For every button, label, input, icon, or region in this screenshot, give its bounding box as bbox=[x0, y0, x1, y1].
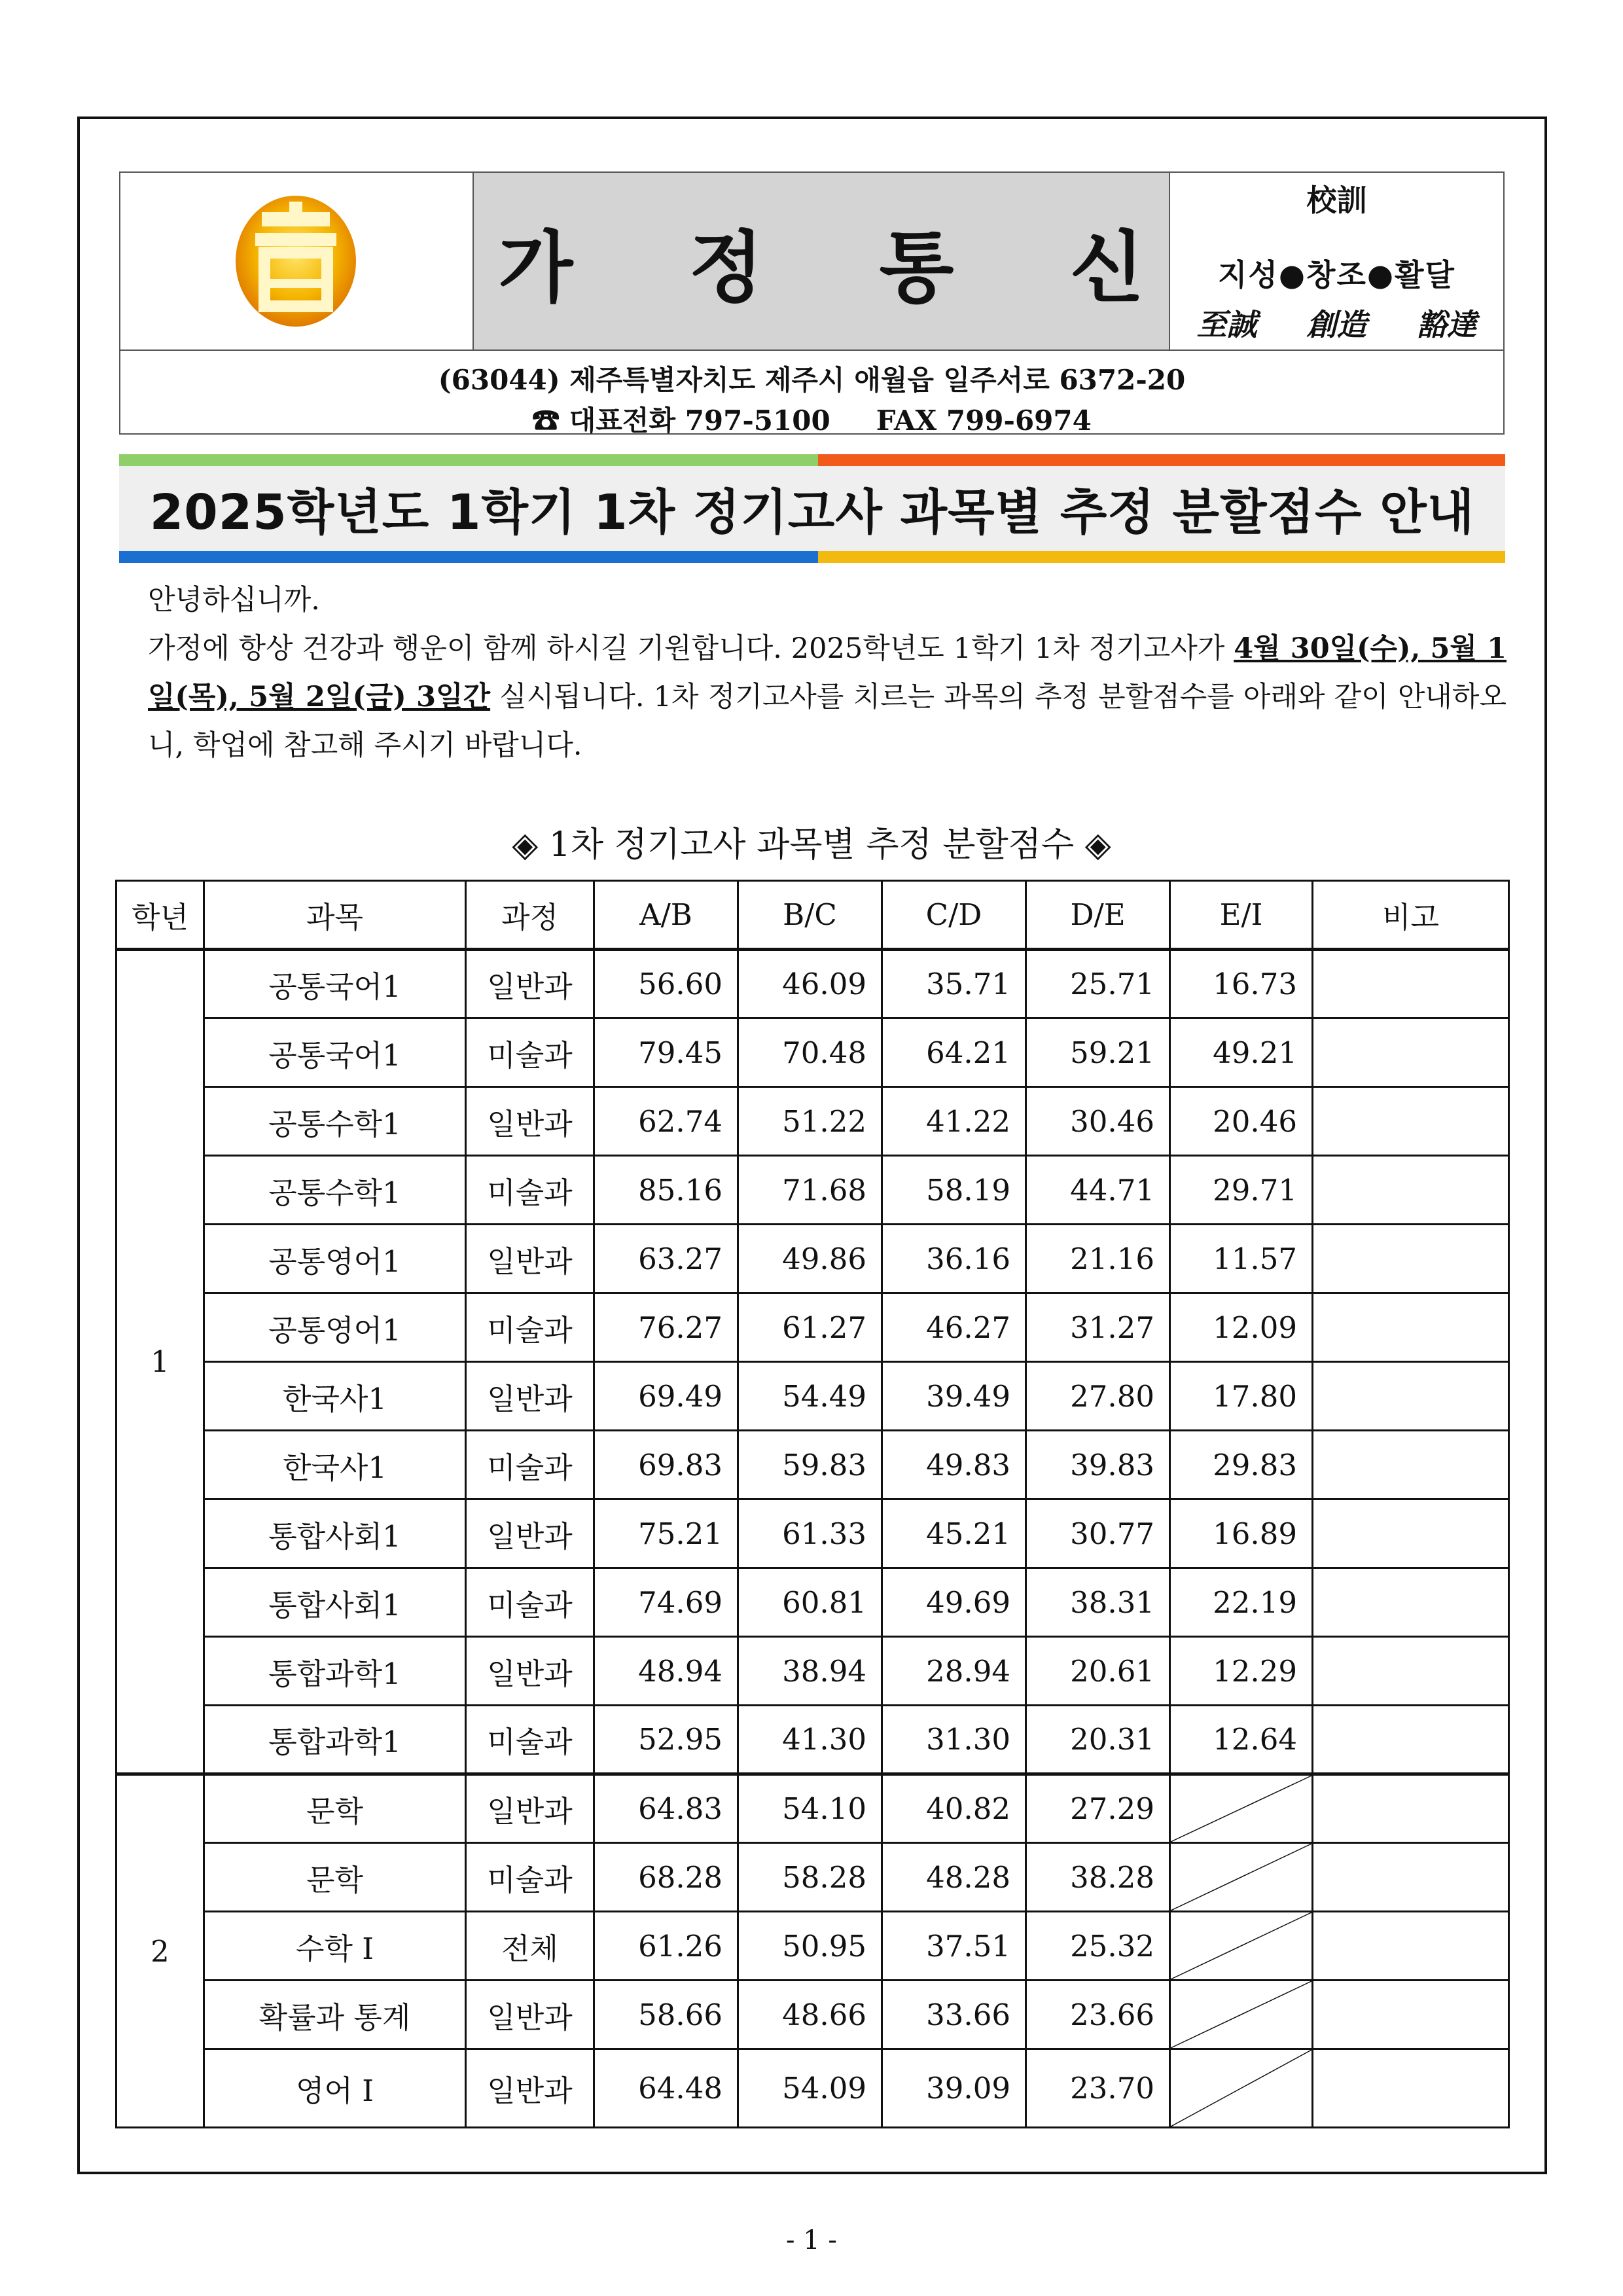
score-cell: 62.74 bbox=[594, 1087, 738, 1156]
table-row bbox=[116, 2049, 1509, 2128]
motto-hanja bbox=[1170, 301, 1503, 344]
score-cell: 60.81 bbox=[738, 1568, 882, 1637]
table-row bbox=[116, 1568, 1509, 1637]
subject-cell: 통합사회1 bbox=[204, 1499, 466, 1568]
score-cell: 58.19 bbox=[882, 1156, 1026, 1225]
motto-korean: 지성●창조●활달 bbox=[1218, 257, 1455, 293]
motto-label: 校訓 bbox=[1306, 183, 1367, 218]
score-cell: 20.31 bbox=[1026, 1706, 1170, 1774]
motto-hanja-3: 豁達 bbox=[1416, 307, 1477, 342]
score-cell: 39.49 bbox=[882, 1362, 1026, 1431]
note-cell bbox=[1313, 1912, 1509, 1981]
score-cell: 74.69 bbox=[594, 1568, 738, 1637]
table-row bbox=[116, 1912, 1509, 1981]
subject-cell: 한국사1 bbox=[204, 1431, 466, 1499]
greeting: 안녕하십니까. bbox=[148, 584, 320, 617]
school-logo bbox=[120, 173, 474, 365]
score-cell: 69.83 bbox=[594, 1431, 738, 1499]
score-cell: 38.31 bbox=[1026, 1568, 1170, 1637]
course-cell: 일반과 bbox=[466, 950, 594, 1018]
score-cell: 49.83 bbox=[882, 1431, 1026, 1499]
score-cell: 71.68 bbox=[738, 1156, 882, 1225]
subject-cell: 공통영어1 bbox=[204, 1225, 466, 1293]
subject-cell: 문학 bbox=[204, 1774, 466, 1843]
newsletter-title: 가 정 통 신 bbox=[498, 222, 1189, 313]
course-cell: 미술과 bbox=[466, 1568, 594, 1637]
empty-slash-cell bbox=[1170, 1981, 1313, 2049]
score-cell: 56.60 bbox=[594, 950, 738, 1018]
table-row bbox=[116, 950, 1509, 1018]
score-cell: 20.46 bbox=[1170, 1087, 1313, 1156]
table-row bbox=[116, 1706, 1509, 1774]
empty-slash-cell bbox=[1170, 1774, 1313, 1843]
table-row bbox=[116, 1087, 1509, 1156]
score-cell: 63.27 bbox=[594, 1225, 738, 1293]
subject-cell: 영어 I bbox=[204, 2049, 466, 2128]
subject-cell: 공통수학1 bbox=[204, 1156, 466, 1225]
score-cell: 16.89 bbox=[1170, 1499, 1313, 1568]
score-cell: 58.66 bbox=[594, 1981, 738, 2049]
course-cell: 일반과 bbox=[466, 2049, 594, 2128]
subject-cell: 공통국어1 bbox=[204, 950, 466, 1018]
course-cell: 미술과 bbox=[466, 1018, 594, 1087]
score-cell: 38.28 bbox=[1026, 1843, 1170, 1912]
table-row bbox=[116, 1774, 1509, 1843]
score-cell: 50.95 bbox=[738, 1912, 882, 1981]
note-cell bbox=[1313, 1637, 1509, 1706]
table-row bbox=[116, 1225, 1509, 1293]
score-cell: 37.51 bbox=[882, 1912, 1026, 1981]
score-cell: 64.21 bbox=[882, 1018, 1026, 1087]
score-cell: 79.45 bbox=[594, 1018, 738, 1087]
course-cell: 일반과 bbox=[466, 1087, 594, 1156]
table-row bbox=[116, 1156, 1509, 1225]
score-cell: 58.28 bbox=[738, 1843, 882, 1912]
score-cell: 45.21 bbox=[882, 1499, 1026, 1568]
note-cell bbox=[1313, 1225, 1509, 1293]
score-cell: 28.94 bbox=[882, 1637, 1026, 1706]
phone-number: ☎ 대표전화 797-5100 bbox=[532, 404, 830, 437]
note-cell bbox=[1313, 1706, 1509, 1774]
subject-cell: 통합사회1 bbox=[204, 1568, 466, 1637]
course-cell: 미술과 bbox=[466, 1156, 594, 1225]
note-cell bbox=[1313, 1362, 1509, 1431]
subject-cell: 통합과학1 bbox=[204, 1706, 466, 1774]
col-header: A/B bbox=[594, 881, 738, 950]
table-row bbox=[116, 1981, 1509, 2049]
note-cell bbox=[1313, 1293, 1509, 1362]
score-cell: 17.80 bbox=[1170, 1362, 1313, 1431]
banner-stripe-orange bbox=[818, 454, 1505, 466]
table-row bbox=[116, 1431, 1509, 1499]
col-header: 과목 bbox=[204, 881, 466, 950]
grade-cell: 1 bbox=[116, 950, 204, 1774]
course-cell: 일반과 bbox=[466, 1362, 594, 1431]
score-cell: 59.21 bbox=[1026, 1018, 1170, 1087]
score-cell: 49.69 bbox=[882, 1568, 1026, 1637]
score-cell: 46.27 bbox=[882, 1293, 1026, 1362]
newsletter-header bbox=[119, 171, 1505, 435]
score-cell: 64.48 bbox=[594, 2049, 738, 2128]
score-cell: 59.83 bbox=[738, 1431, 882, 1499]
subject-cell: 공통수학1 bbox=[204, 1087, 466, 1156]
banner-stripe-green bbox=[119, 454, 818, 466]
score-cell: 12.09 bbox=[1170, 1293, 1313, 1362]
score-cell: 12.29 bbox=[1170, 1637, 1313, 1706]
phone-fax bbox=[120, 399, 1503, 439]
banner-stripe-yellow bbox=[818, 551, 1505, 563]
table-header-row bbox=[116, 881, 1509, 950]
score-cell: 61.26 bbox=[594, 1912, 738, 1981]
score-cell: 38.94 bbox=[738, 1637, 882, 1706]
note-cell bbox=[1313, 1499, 1509, 1568]
course-cell: 미술과 bbox=[466, 1293, 594, 1362]
score-cell: 12.64 bbox=[1170, 1706, 1313, 1774]
subject-cell: 통합과학1 bbox=[204, 1637, 466, 1706]
empty-slash-cell bbox=[1170, 1843, 1313, 1912]
score-cell: 48.94 bbox=[594, 1637, 738, 1706]
score-cell: 36.16 bbox=[882, 1225, 1026, 1293]
col-header: B/C bbox=[738, 881, 882, 950]
note-cell bbox=[1313, 1981, 1509, 2049]
score-cell: 27.80 bbox=[1026, 1362, 1170, 1431]
score-cell: 39.09 bbox=[882, 2049, 1026, 2128]
intro-start: 가정에 항상 건강과 행운이 함께 하시길 기원합니다. 2025학년도 1학기 1차 정기고사가 bbox=[148, 632, 1234, 665]
score-cell: 75.21 bbox=[594, 1499, 738, 1568]
empty-slash-cell bbox=[1170, 2049, 1313, 2128]
score-cell: 48.66 bbox=[738, 1981, 882, 2049]
empty-slash-cell bbox=[1170, 1912, 1313, 1981]
subject-cell: 수학 I bbox=[204, 1912, 466, 1981]
score-cell: 22.19 bbox=[1170, 1568, 1313, 1637]
subject-cell: 확률과 통계 bbox=[204, 1981, 466, 2049]
score-cell: 54.49 bbox=[738, 1362, 882, 1431]
course-cell: 미술과 bbox=[466, 1706, 594, 1774]
course-cell: 일반과 bbox=[466, 1637, 594, 1706]
logo-glyph: 高 bbox=[296, 357, 302, 365]
score-cell: 31.27 bbox=[1026, 1293, 1170, 1362]
course-cell: 미술과 bbox=[466, 1431, 594, 1499]
school-address: (63044) 제주특별자치도 제주시 애월읍 일주서로 6372-20 bbox=[438, 364, 1186, 396]
subject-cell: 공통국어1 bbox=[204, 1018, 466, 1087]
note-cell bbox=[1313, 1568, 1509, 1637]
score-cell: 52.95 bbox=[594, 1706, 738, 1774]
motto-hanja-2: 創造 bbox=[1306, 307, 1367, 342]
score-cell: 54.09 bbox=[738, 2049, 882, 2128]
course-cell: 미술과 bbox=[466, 1843, 594, 1912]
table-row bbox=[116, 1843, 1509, 1912]
score-cell: 51.22 bbox=[738, 1087, 882, 1156]
course-cell: 일반과 bbox=[466, 1499, 594, 1568]
note-cell bbox=[1313, 1843, 1509, 1912]
score-cell: 29.71 bbox=[1170, 1156, 1313, 1225]
table-row bbox=[116, 1293, 1509, 1362]
score-cell: 85.16 bbox=[594, 1156, 738, 1225]
score-cell: 68.28 bbox=[594, 1843, 738, 1912]
score-cell: 30.77 bbox=[1026, 1499, 1170, 1568]
col-header: E/I bbox=[1170, 881, 1313, 950]
score-cell: 40.82 bbox=[882, 1774, 1026, 1843]
contact-info bbox=[120, 350, 1503, 435]
school-logo-cell bbox=[120, 173, 474, 365]
score-cell: 31.30 bbox=[882, 1706, 1026, 1774]
score-cell: 46.09 bbox=[738, 950, 882, 1018]
col-header: 과정 bbox=[466, 881, 594, 950]
score-cell: 30.46 bbox=[1026, 1087, 1170, 1156]
score-cell: 35.71 bbox=[882, 950, 1026, 1018]
score-cell: 76.27 bbox=[594, 1293, 738, 1362]
score-cell: 49.86 bbox=[738, 1225, 882, 1293]
score-cell: 25.71 bbox=[1026, 950, 1170, 1018]
course-cell: 일반과 bbox=[466, 1981, 594, 2049]
note-cell bbox=[1313, 1018, 1509, 1087]
announcement-banner bbox=[119, 466, 1505, 551]
score-cell: 49.21 bbox=[1170, 1018, 1313, 1087]
table-row bbox=[116, 1499, 1509, 1568]
score-cell: 61.33 bbox=[738, 1499, 882, 1568]
score-cell: 64.83 bbox=[594, 1774, 738, 1843]
score-cell: 16.73 bbox=[1170, 950, 1313, 1018]
announcement-title: 2025학년도 1학기 1차 정기고사 과목별 추정 분할점수 안내 bbox=[149, 484, 1475, 541]
score-cell: 54.10 bbox=[738, 1774, 882, 1843]
score-cell: 39.83 bbox=[1026, 1431, 1170, 1499]
cut-score-table bbox=[115, 880, 1510, 2128]
note-cell bbox=[1313, 2049, 1509, 2128]
score-cell: 70.48 bbox=[738, 1018, 882, 1087]
note-cell bbox=[1313, 950, 1509, 1018]
score-cell: 69.49 bbox=[594, 1362, 738, 1431]
exam-dates: 4월 30일(수), 5월 1일(목), 5월 2일(금) 3일간 bbox=[148, 632, 1507, 713]
score-cell: 33.66 bbox=[882, 1981, 1026, 2049]
banner-stripe-blue bbox=[119, 551, 818, 563]
school-motto bbox=[1170, 173, 1503, 350]
note-cell bbox=[1313, 1431, 1509, 1499]
table-row bbox=[116, 1637, 1509, 1706]
subject-cell: 공통영어1 bbox=[204, 1293, 466, 1362]
table-row bbox=[116, 1018, 1509, 1087]
table-row bbox=[116, 1362, 1509, 1431]
col-header: 비고 bbox=[1313, 881, 1509, 950]
page-number: - 1 - bbox=[786, 2225, 837, 2255]
score-cell: 41.30 bbox=[738, 1706, 882, 1774]
score-cell: 23.66 bbox=[1026, 1981, 1170, 2049]
score-cell: 11.57 bbox=[1170, 1225, 1313, 1293]
score-cell: 41.22 bbox=[882, 1087, 1026, 1156]
col-header: C/D bbox=[882, 881, 1026, 950]
col-header: D/E bbox=[1026, 881, 1170, 950]
score-cell: 61.27 bbox=[738, 1293, 882, 1362]
score-cell: 25.32 bbox=[1026, 1912, 1170, 1981]
course-cell: 일반과 bbox=[466, 1774, 594, 1843]
newsletter-title-cell bbox=[474, 173, 1189, 350]
grade-cell: 2 bbox=[116, 1774, 204, 2128]
subject-cell: 문학 bbox=[204, 1843, 466, 1912]
col-header: 학년 bbox=[116, 881, 204, 950]
score-cell: 27.29 bbox=[1026, 1774, 1170, 1843]
score-cell: 48.28 bbox=[882, 1843, 1026, 1912]
fax-number: FAX 799-6974 bbox=[876, 404, 1092, 437]
score-cell: 23.70 bbox=[1026, 2049, 1170, 2128]
course-cell: 전체 bbox=[466, 1912, 594, 1981]
note-cell bbox=[1313, 1087, 1509, 1156]
intro-end: 실시됩니다. 1차 정기고사를 치르는 과목의 추정 분할점수를 아래와 같이 안내하오니, 학업에 참고해 주시기 바랍니다. bbox=[148, 681, 1507, 762]
note-cell bbox=[1313, 1774, 1509, 1843]
note-cell bbox=[1313, 1156, 1509, 1225]
score-cell: 29.83 bbox=[1170, 1431, 1313, 1499]
score-cell: 44.71 bbox=[1026, 1156, 1170, 1225]
motto-hanja-1: 至誠 bbox=[1196, 307, 1257, 342]
score-cell: 20.61 bbox=[1026, 1637, 1170, 1706]
table-heading: ◈ 1차 정기고사 과목별 추정 분할점수 ◈ bbox=[512, 825, 1111, 865]
score-cell: 21.16 bbox=[1026, 1225, 1170, 1293]
course-cell: 일반과 bbox=[466, 1225, 594, 1293]
intro-paragraph bbox=[116, 624, 1507, 770]
subject-cell: 한국사1 bbox=[204, 1362, 466, 1431]
letter-body bbox=[116, 576, 1507, 770]
